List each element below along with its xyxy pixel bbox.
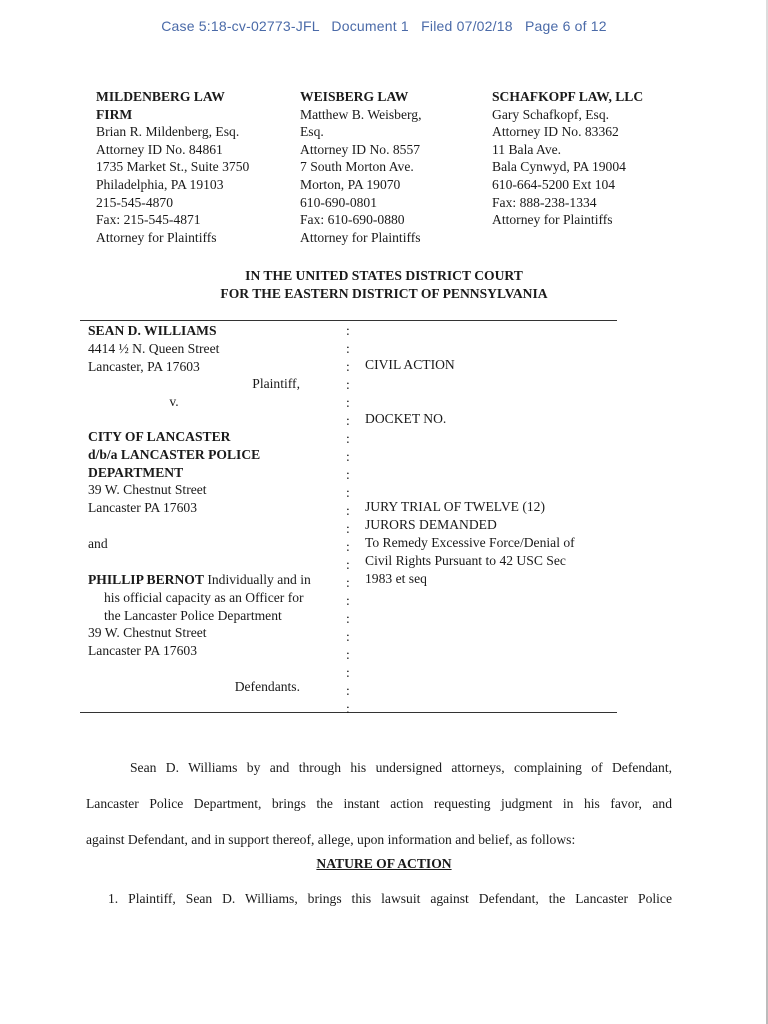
caption-colon: :	[346, 341, 350, 356]
body-line: Sean D. Williams by and through his undersigned attorneys, complaining of Defendant,	[130, 760, 672, 775]
defendant-city-block	[88, 428, 350, 517]
defendants-role: Defendants.	[234, 678, 300, 694]
caption-colon: :	[346, 377, 350, 392]
caption-colon: :	[346, 449, 350, 464]
caption-colon: :	[346, 683, 350, 698]
firm-name-line: WEISBERG LAW	[300, 89, 409, 104]
firm-line: 1735 Market St., Suite 3750	[96, 159, 250, 175]
body-line: Lancaster Police Department, brings the instant action requesting judgment in his favor, and	[86, 796, 672, 811]
numbered-paragraph: 1. Plaintiff, Sean D. Williams, brings this lawsuit against Defendant, the Lancaster Police	[108, 891, 672, 906]
plaintiff-name: SEAN D. WILLIAMS	[88, 323, 217, 338]
firm-line: Esq.	[300, 124, 324, 140]
remedy-line: To Remedy Excessive Force/Denial of	[365, 535, 575, 550]
defendant-officer-line	[88, 571, 350, 589]
caption-colon: :	[346, 521, 350, 536]
defendant-city-name: CITY OF LANCASTER	[88, 429, 231, 444]
caption-colon: :	[346, 359, 350, 374]
caption-colon: :	[346, 701, 350, 716]
defendant-city-name: DEPARTMENT	[88, 464, 184, 480]
remedy-line: 1983 et seq	[365, 570, 427, 586]
caption-colon: :	[346, 575, 350, 590]
filing-header: Case 5:18-cv-02773-JFL Document 1 Filed 07/02/18 Page 6 of 12	[161, 18, 607, 34]
jury-line: JURY TRIAL OF TWELVE (12)	[365, 499, 545, 514]
firm-line: Attorney for Plaintiffs	[300, 229, 421, 245]
caption-colon: :	[346, 665, 350, 680]
firm-schafkopf	[492, 88, 712, 229]
court-heading	[0, 267, 768, 303]
remedy-statement	[365, 534, 615, 587]
firm-line: 11 Bala Ave.	[492, 141, 562, 157]
firm-line: Attorney for Plaintiffs	[96, 229, 217, 245]
caption-colon: :	[346, 593, 350, 608]
firm-line: Attorney ID No. 83362	[492, 124, 619, 140]
jury-line: JURORS DEMANDED	[365, 516, 497, 532]
defendant-city-name: d/b/a LANCASTER POLICE	[88, 446, 261, 462]
defendant-officer-name: PHILLIP BERNOT	[88, 572, 204, 587]
firm-line: Matthew B. Weisberg,	[300, 106, 422, 122]
firm-line: 215-545-4870	[96, 194, 174, 210]
and-label: and	[88, 536, 108, 551]
defendant-officer-block	[88, 571, 350, 696]
plaintiff-address-1: 4414 ½ N. Queen Street	[88, 340, 220, 356]
firm-line: Fax: 215-545-4871	[96, 212, 201, 228]
court-line-2: FOR THE EASTERN DISTRICT OF PENNSYLVANIA	[220, 286, 548, 301]
civil-action-label: CIVIL ACTION	[365, 357, 455, 372]
defendant-city-address-2: Lancaster PA 17603	[88, 500, 197, 516]
firm-line: Attorney for Plaintiffs	[492, 212, 613, 228]
defendant-officer-desc: Individually and in	[203, 572, 311, 587]
defendant-officer-address-1: 39 W. Chestnut Street	[88, 625, 207, 641]
plaintiff-block	[88, 322, 350, 411]
firm-mildenberg	[96, 88, 286, 246]
caption-colon: :	[346, 611, 350, 626]
caption-colon: :	[346, 431, 350, 446]
firm-line: Attorney ID No. 8557	[300, 141, 421, 157]
firm-name-line: MILDENBERG LAW	[96, 89, 225, 104]
firm-line: Bala Cynwyd, PA 19004	[492, 159, 626, 175]
defendant-officer-desc: the Lancaster Police Department	[104, 607, 282, 623]
firm-line: 610-664-5200 Ext 104	[492, 176, 616, 192]
firm-line: Philadelphia, PA 19103	[96, 176, 224, 192]
firm-line: Attorney ID No. 84861	[96, 141, 223, 157]
firm-line: 7 South Morton Ave.	[300, 159, 414, 175]
caption-colon: :	[346, 557, 350, 572]
firm-line: Fax: 888-238-1334	[492, 194, 597, 210]
court-line-1: IN THE UNITED STATES DISTRICT COURT	[245, 268, 523, 283]
remedy-line: Civil Rights Pursuant to 42 USC Sec	[365, 552, 566, 568]
firm-line: Gary Schafkopf, Esq.	[492, 106, 610, 122]
spacer	[88, 660, 350, 678]
jury-demand	[365, 498, 615, 534]
firm-name-line: SCHAFKOPF LAW, LLC	[492, 89, 644, 104]
plaintiff-address-2: Lancaster, PA 17603	[88, 358, 200, 374]
caption-colon: :	[346, 467, 350, 482]
body-line: against Defendant, and in support thereof, allege, upon information and belief, as follows:	[86, 832, 576, 847]
defendant-officer-address-2: Lancaster PA 17603	[88, 643, 197, 659]
caption-colon: :	[346, 647, 350, 662]
firm-weisberg	[300, 88, 480, 246]
section-title: NATURE OF ACTION	[316, 856, 452, 871]
caption-colon: :	[346, 485, 350, 500]
caption-colon: :	[346, 395, 350, 410]
complaint-body	[86, 750, 672, 858]
docket-label: DOCKET NO.	[365, 411, 447, 426]
firm-line: 610-690-0801	[300, 194, 378, 210]
defendant-officer-desc: his official capacity as an Officer for	[104, 589, 304, 605]
firm-line: Morton, PA 19070	[300, 176, 401, 192]
firm-name-line: FIRM	[96, 106, 133, 122]
caption-colon: :	[346, 629, 350, 644]
caption-colon: :	[346, 503, 350, 518]
defendant-city-address-1: 39 W. Chestnut Street	[88, 482, 207, 498]
caption-colon: :	[346, 539, 350, 554]
caption-colon: :	[346, 323, 350, 338]
case-caption	[80, 320, 617, 715]
firm-line: Fax: 610-690-0880	[300, 212, 405, 228]
versus-label: v.	[169, 394, 179, 410]
caption-top-rule	[80, 320, 617, 321]
plaintiff-role: Plaintiff,	[252, 376, 300, 392]
firm-line: Brian R. Mildenberg, Esq.	[96, 124, 240, 140]
caption-colon: :	[346, 413, 350, 428]
